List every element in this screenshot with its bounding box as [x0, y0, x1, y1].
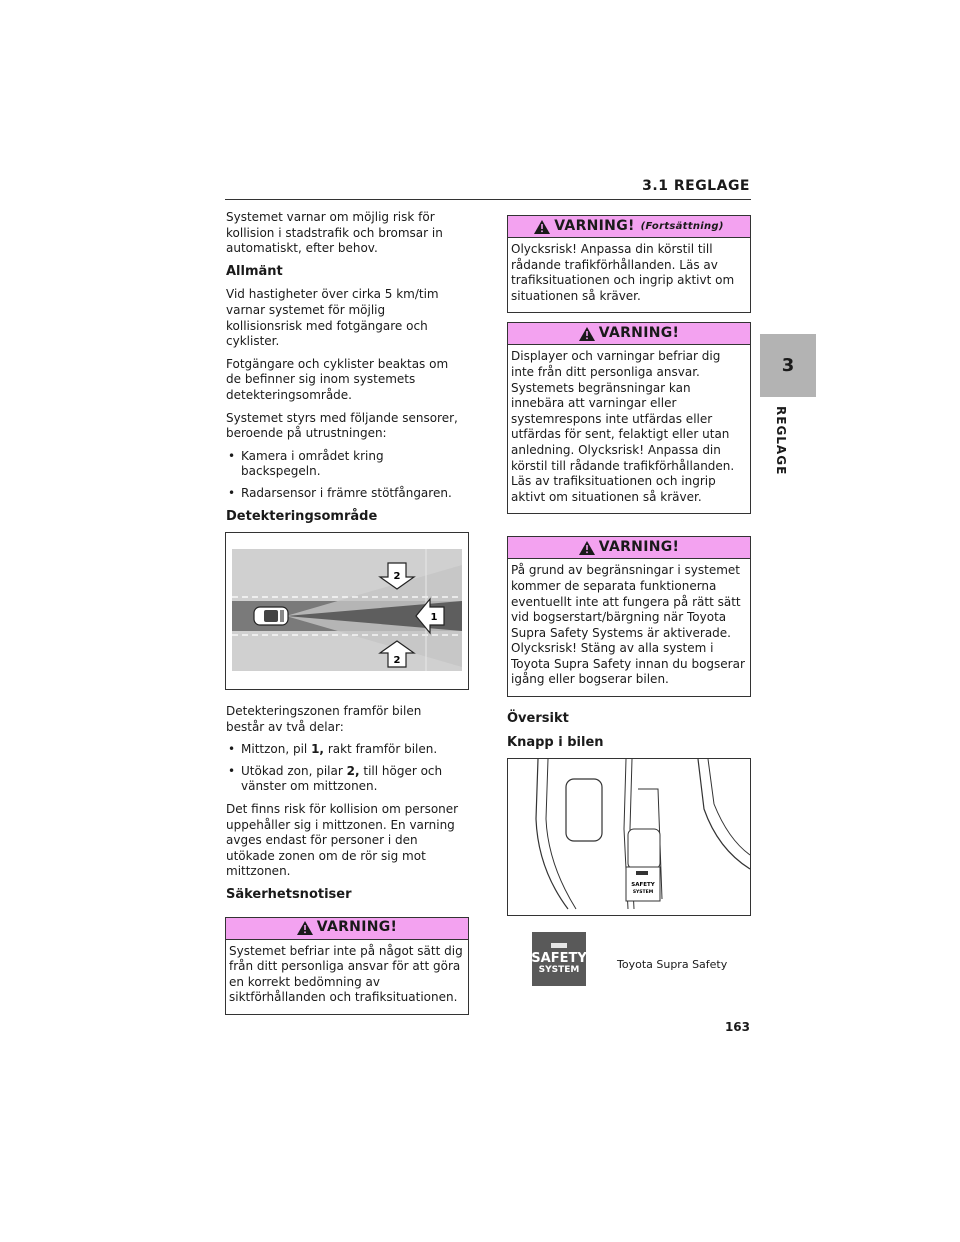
- heading-general: Allmänt: [226, 263, 283, 279]
- warning-continued-label: (Fortsättning): [640, 220, 724, 232]
- right-column: [507, 215, 751, 916]
- warning-box: [507, 322, 751, 514]
- section-header-title: 3.1 REGLAGE: [642, 178, 750, 194]
- console-illustration: [508, 759, 750, 915]
- svg-text:1: 1: [430, 612, 438, 624]
- intro-paragraph: Systemet varnar om möjlig risk för kollision i stadstrafik och bromsar in automatiskt, efter behov.: [226, 210, 443, 256]
- list-item: • Kamera i området kring backspegeln.: [226, 449, 462, 480]
- paragraph-speed: Vid hastigheter över cirka 5 km/tim varnar systemet för möjlig kollisionsrisk med fotgängare och cyklister.: [226, 287, 439, 349]
- sensor-list: [226, 449, 462, 502]
- page-number: 163: [724, 1020, 750, 1034]
- warning-text: Displayer och varningar befriar dig inte från ditt personliga ansvar. Systemets begränsningar kan innebära att varningar eller systemrespons inte utfärdas eller utfärdas för sent, felaktigt eller utan anledning. Olycksrisk! Anpassa din körstil till rådande trafikförhållanden. Läs av trafiksituationen och ingrip aktivt om situationen så kräver.: [511, 349, 735, 504]
- logo-text-safety: SAFETY: [531, 951, 587, 966]
- warning-header: [226, 918, 468, 940]
- zone-list: [226, 742, 462, 795]
- list-item: • Mittzon, pil 1, rakt framför bilen.: [226, 742, 462, 758]
- list-item: • Radarsensor i främre stötfångaren.: [226, 486, 462, 502]
- warning-title: VARNING!: [554, 217, 635, 234]
- detection-area-figure: [225, 532, 469, 690]
- paragraph-sensors: Systemet styrs med följande sensorer, beroende på utrustningen:: [226, 410, 458, 441]
- chapter-label: REGLAGE: [774, 406, 788, 476]
- list-item: • Utökad zon, pilar 2, till höger och vänster om mittzonen.: [226, 764, 462, 795]
- logo-indicator-bar: [551, 943, 567, 948]
- safety-button-icon: [626, 867, 660, 901]
- heading-safety-notes: Säkerhetsnotiser: [226, 887, 352, 903]
- warning-header: [508, 216, 750, 238]
- heading-overview: Översikt: [507, 711, 569, 727]
- svg-text:SAFETY: SAFETY: [631, 882, 655, 889]
- warning-box: [507, 536, 751, 697]
- safety-system-logo: [532, 932, 586, 986]
- warning-triangle-icon: [534, 220, 550, 234]
- warning-triangle-icon: [579, 327, 595, 341]
- warning-triangle-icon: [579, 541, 595, 555]
- paragraph-collision-risk: Det finns risk för kollision om personer uppehåller sig i mittzonen. En varning avges endast för personer i den utökade zonen om de rör sig mot mittzonen.: [226, 802, 459, 879]
- logo-text-system: SYSTEM: [538, 965, 580, 975]
- chapter-tab[interactable]: 3: [760, 334, 816, 397]
- heading-detection-area: Detekteringsområde: [226, 508, 378, 524]
- detection-diagram: [226, 533, 468, 689]
- warning-header: [508, 323, 750, 345]
- warning-box: [225, 917, 469, 1015]
- warning-header: [508, 537, 750, 559]
- heading-button-in-car: Knapp i bilen: [507, 734, 604, 750]
- warning-title: VARNING!: [598, 539, 680, 556]
- paragraph-detection: Fotgängare och cyklister beaktas om de befinner sig inom systemets detekteringsområde.: [226, 356, 449, 402]
- svg-text:SYSTEM: SYSTEM: [632, 890, 654, 896]
- logo-caption: Toyota Supra Safety: [617, 958, 728, 971]
- paragraph-zones: Detekteringszonen framför bilen består av två delar:: [226, 704, 422, 734]
- button-location-figure: [507, 758, 751, 916]
- svg-text:2: 2: [393, 571, 401, 583]
- svg-text:2: 2: [393, 655, 401, 667]
- warning-text: Olycksrisk! Anpassa din körstil till rådande trafikförhållanden. Läs av trafiksituationen och ingrip aktivt om situationen så kräver.: [511, 242, 735, 303]
- warning-triangle-icon: [297, 921, 313, 935]
- car-icon: [254, 607, 288, 625]
- warning-box-continued: [507, 215, 751, 313]
- header-rule: [225, 199, 751, 200]
- warning-title: VARNING!: [316, 919, 398, 936]
- left-column: [226, 210, 462, 1015]
- warning-title: VARNING!: [598, 325, 680, 342]
- warning-text: Systemet befriar inte på något sätt dig från ditt personliga ansvar för att göra en korrekt bedömning av siktförhållanden och trafiksituationen.: [229, 943, 463, 1005]
- warning-text: På grund av begränsningar i systemet kommer de separata funktionerna eventuellt inte att fungera på rätt sätt vid bogserstart/bärgning när Toyota Supra Safety Systems är aktiverade. Olycksrisk! Stäng av alla system i Toyota Supra Safety innan du bogserar igång eller bogserar bilen.: [511, 563, 745, 687]
